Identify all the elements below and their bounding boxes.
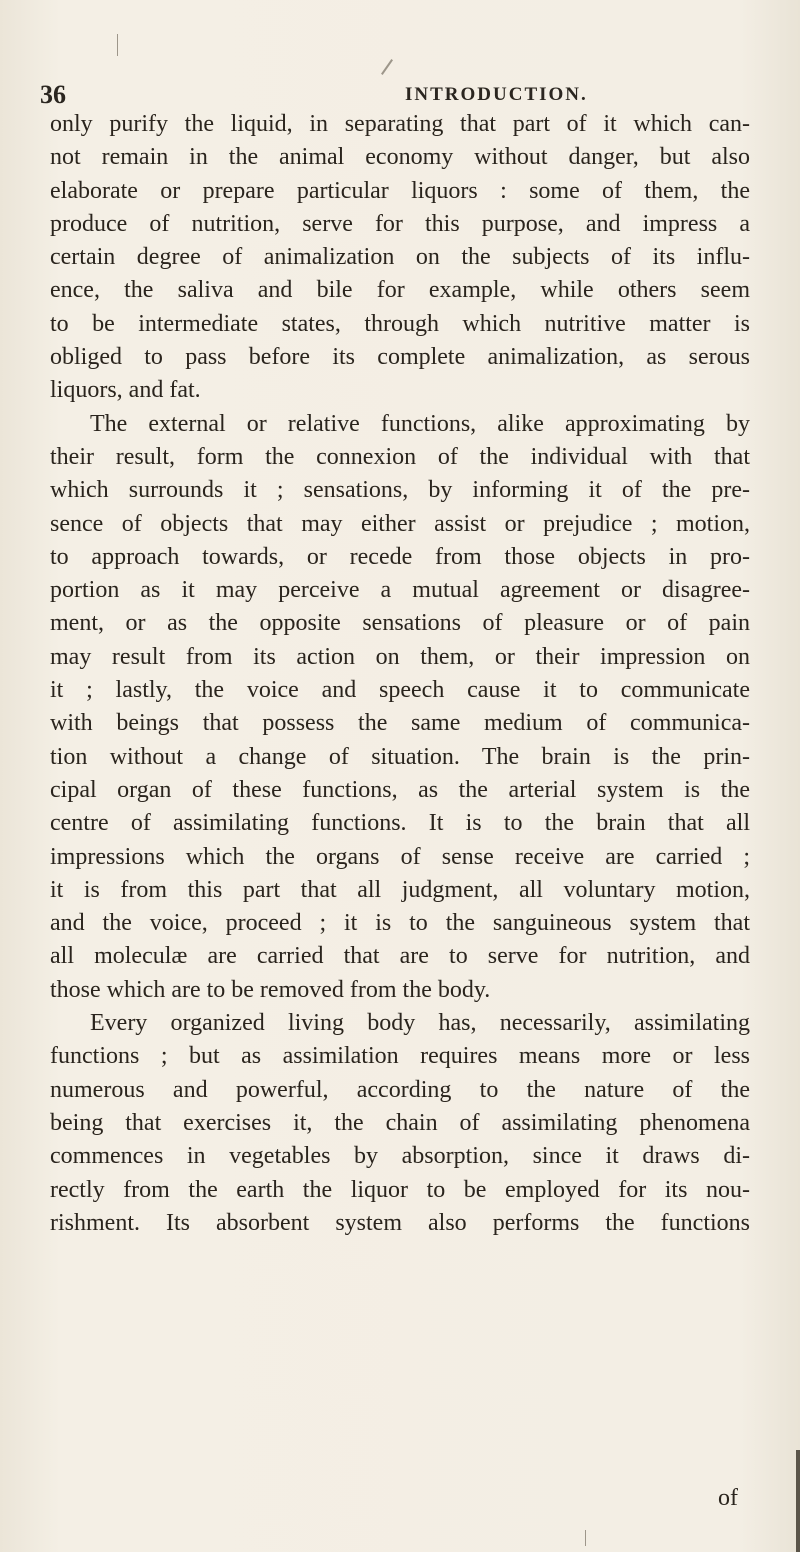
text-line: those which are to be removed from the body. (50, 976, 491, 1003)
text-line: produce of nutrition, serve for this purpose, and impress a (50, 210, 750, 237)
text-line: obliged to pass before its complete animalization, as serous (50, 344, 750, 371)
text-line: certain degree of animalization on the subjects of its influ- (50, 244, 750, 271)
text-line: it ; lastly, the voice and speech cause it to communicate (50, 677, 750, 704)
page-header (40, 80, 760, 110)
text-line: impressions which the organs of sense receive are carried ; (50, 843, 750, 870)
page-number: 36 (40, 80, 66, 109)
scan-mark (796, 1450, 800, 1552)
text-line: functions ; but as assimilation requires means more or less (50, 1043, 750, 1070)
scan-mark (381, 59, 393, 75)
text-line: Every organized living body has, necessarily, assimilating (90, 1010, 750, 1037)
text-line: which surrounds it ; sensations, by informing it of the pre- (50, 477, 750, 504)
text-line: their result, form the connexion of the individual with that (50, 443, 750, 470)
text-line: only purify the liquid, in separating that part of it which can- (50, 111, 750, 137)
text-line: with beings that possess the same medium of communica- (50, 710, 750, 737)
text-line: liquors, and fat. (50, 377, 201, 404)
text-line: ment, or as the opposite sensations of pleasure or of pain (50, 610, 750, 637)
text-line: and the voice, proceed ; it is to the sanguineous system that (50, 910, 750, 937)
scan-mark (117, 34, 118, 56)
text-line: The external or relative functions, alike approximating by (90, 410, 750, 437)
text-line: commences in vegetables by absorption, since it draws di- (50, 1143, 750, 1170)
text-line: to approach towards, or recede from those objects in pro- (50, 543, 750, 570)
running-head: INTRODUCTION. (405, 84, 588, 105)
text-line: to be intermediate states, through which nutritive matter is (50, 310, 750, 337)
text-line: sence of objects that may either assist or prejudice ; motion, (50, 510, 750, 537)
text-line: elaborate or prepare particular liquors : some of them, the (50, 177, 750, 204)
text-line: rishment. Its absorbent system also performs the functions (50, 1209, 750, 1236)
text-line: may result from its action on them, or their impression on (50, 643, 750, 670)
text-line: numerous and powerful, according to the nature of the (50, 1076, 750, 1103)
catchword: of (718, 1485, 738, 1511)
text-line: cipal organ of these functions, as the arterial system is the (50, 776, 750, 803)
text-line: being that exercises it, the chain of assimilating phenomena (50, 1109, 750, 1136)
text-line: not remain in the animal economy without danger, but also (50, 144, 750, 171)
text-line: rectly from the earth the liquor to be employed for its nou- (50, 1176, 750, 1203)
text-line: it is from this part that all judgment, all voluntary motion, (50, 876, 750, 903)
scan-mark (585, 1530, 586, 1546)
text-line: centre of assimilating functions. It is to the brain that all (50, 810, 750, 837)
text-line: all moleculæ are carried that are to serve for nutrition, and (50, 943, 750, 970)
text-line: ence, the saliva and bile for example, while others seem (50, 277, 750, 304)
text-line: portion as it may perceive a mutual agreement or disagree- (50, 577, 750, 604)
body-text (50, 108, 750, 1240)
text-line: tion without a change of situation. The brain is the prin- (50, 743, 750, 770)
